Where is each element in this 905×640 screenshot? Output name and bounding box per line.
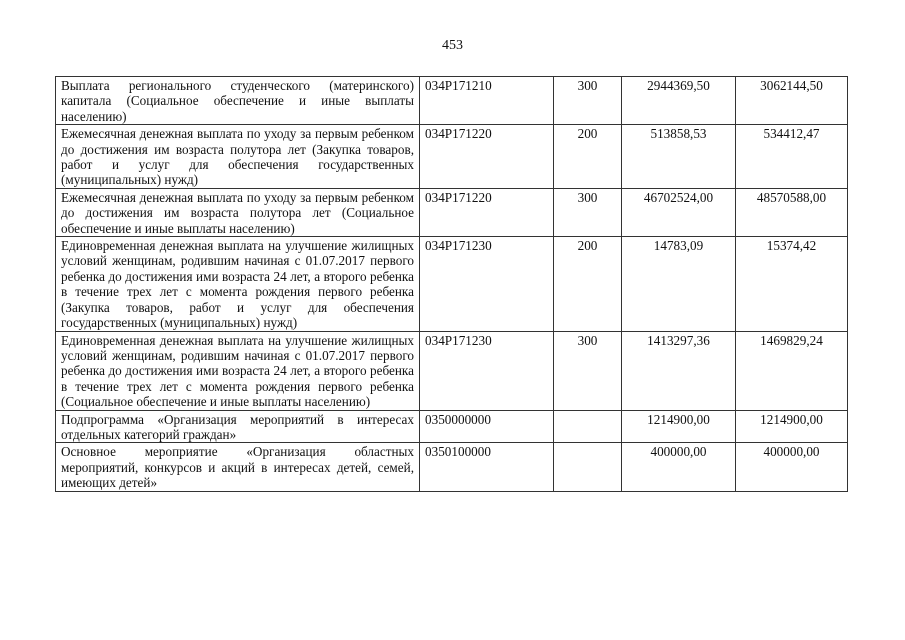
row-target-code: 0350000000 — [420, 410, 554, 443]
row-description: Единовременная денежная выплата на улучшение жилищных условий женщинам, родившим начиная с 01.07.2017 первого ребенка до достижения ими возраста 24 лет, а второго ребенка в течение трех лет с момента рождения первого ребенка (Закупка товаров, работ и услуг для обеспечения государственных (муниципальных) нужд) — [56, 237, 420, 331]
row-expense-type — [554, 443, 622, 491]
row-target-code: 034P171210 — [420, 77, 554, 125]
row-description: Основное мероприятие «Организация областных мероприятий, конкурсов и акций в интересах детей, семей, имеющих детей» — [56, 443, 420, 491]
row-target-code: 034P171220 — [420, 125, 554, 189]
row-description: Единовременная денежная выплата на улучшение жилищных условий женщинам, родившим начиная с 01.07.2017 первого ребенка до достижения ими возраста 24 лет, а второго ребенка в течение трех лет с момента рождения первого ребенка (Социальное обеспечение и иные выплаты населению) — [56, 331, 420, 410]
row-description: Ежемесячная денежная выплата по уходу за первым ребенком до достижения им возраста полутора лет (Социальное обеспечение и иные выплаты населению) — [56, 188, 420, 236]
row-target-code: 034P171230 — [420, 237, 554, 331]
table-row — [56, 410, 848, 443]
row-amount-year-1: 1214900,00 — [622, 410, 736, 443]
table-row — [56, 125, 848, 189]
row-amount-year-2: 534412,47 — [736, 125, 848, 189]
budget-table — [55, 76, 848, 492]
row-target-code: 034P171220 — [420, 188, 554, 236]
row-amount-year-1: 1413297,36 — [622, 331, 736, 410]
row-expense-type: 200 — [554, 237, 622, 331]
row-amount-year-2: 400000,00 — [736, 443, 848, 491]
table-row — [56, 237, 848, 331]
row-amount-year-1: 400000,00 — [622, 443, 736, 491]
row-amount-year-2: 15374,42 — [736, 237, 848, 331]
row-description: Выплата регионального студенческого (материнского) капитала (Социальное обеспечение и иные выплаты населению) — [56, 77, 420, 125]
row-amount-year-1: 513858,53 — [622, 125, 736, 189]
budget-table-body — [56, 77, 848, 492]
row-amount-year-2: 1214900,00 — [736, 410, 848, 443]
page-number: 453 — [442, 38, 463, 53]
row-description: Ежемесячная денежная выплата по уходу за первым ребенком до достижения им возраста полутора лет (Закупка товаров, работ и услуг для обеспечения государственных (муниципальных) нужд) — [56, 125, 420, 189]
row-target-code: 0350100000 — [420, 443, 554, 491]
table-row — [56, 77, 848, 125]
row-expense-type: 300 — [554, 331, 622, 410]
row-amount-year-1: 46702524,00 — [622, 188, 736, 236]
row-expense-type: 300 — [554, 188, 622, 236]
row-expense-type: 200 — [554, 125, 622, 189]
table-row — [56, 188, 848, 236]
row-amount-year-2: 1469829,24 — [736, 331, 848, 410]
row-description: Подпрограмма «Организация мероприятий в интересах отдельных категорий граждан» — [56, 410, 420, 443]
row-amount-year-1: 14783,09 — [622, 237, 736, 331]
table-row — [56, 443, 848, 491]
row-amount-year-2: 3062144,50 — [736, 77, 848, 125]
row-expense-type: 300 — [554, 77, 622, 125]
table-row — [56, 331, 848, 410]
row-target-code: 034P171230 — [420, 331, 554, 410]
row-amount-year-1: 2944369,50 — [622, 77, 736, 125]
row-expense-type — [554, 410, 622, 443]
row-amount-year-2: 48570588,00 — [736, 188, 848, 236]
